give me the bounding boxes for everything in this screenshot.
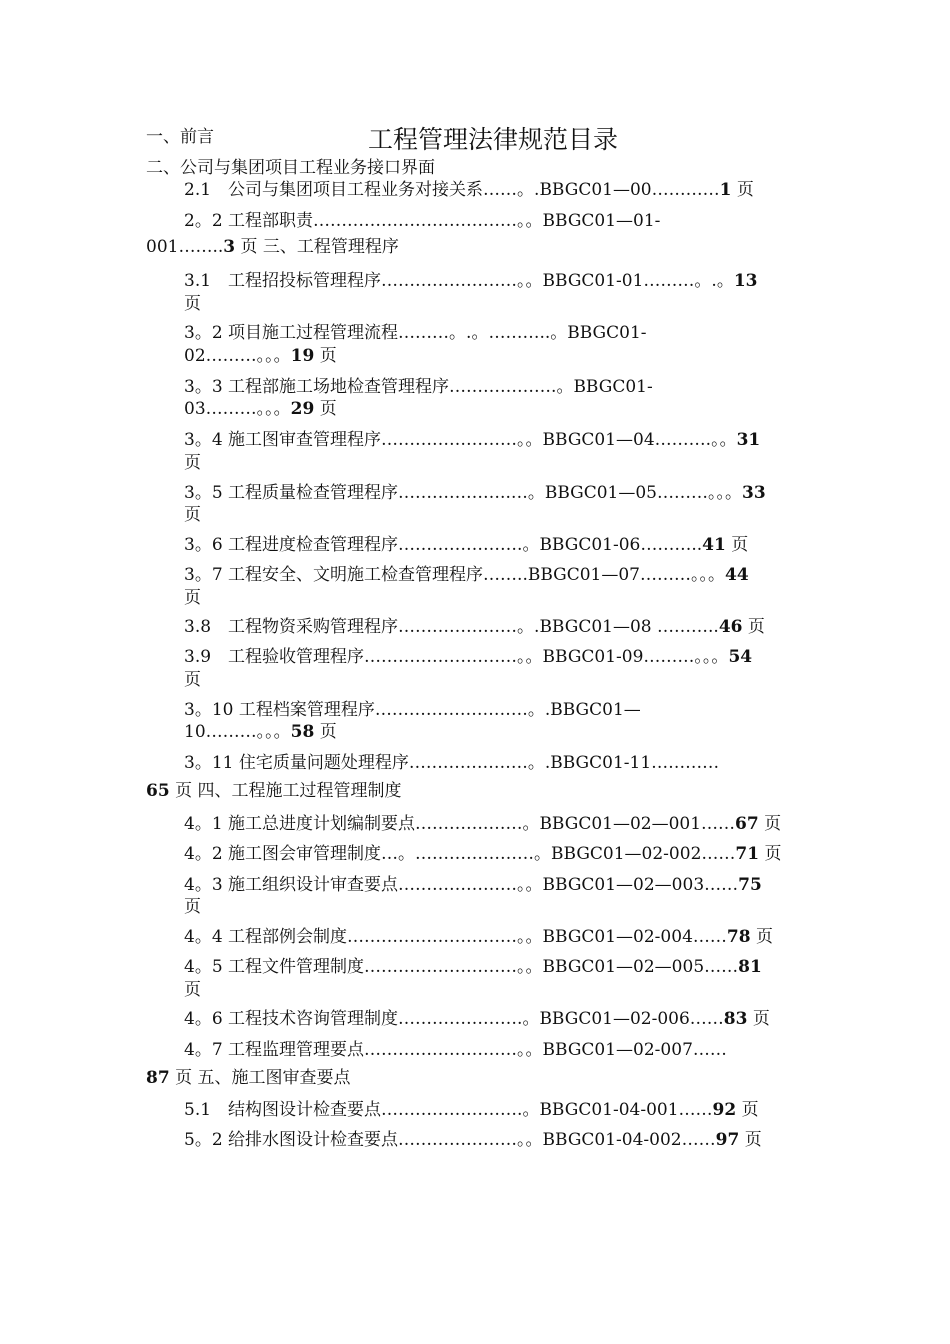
toc-line — [184, 896, 201, 918]
toc-line-suffix: 页 — [750, 927, 773, 947]
toc-page-number: 58 — [290, 722, 315, 742]
toc-line-suffix: 页 — [725, 535, 749, 555]
toc-page-number: 78 — [726, 927, 751, 947]
toc-page-number: 31 — [736, 430, 761, 450]
toc-line — [146, 236, 399, 258]
toc-line — [184, 376, 653, 398]
toc-line — [184, 874, 762, 896]
toc-line — [146, 126, 214, 148]
toc-line-suffix: 页 — [731, 180, 754, 200]
toc-line — [184, 843, 781, 865]
toc-page-number: 87 — [146, 1068, 170, 1088]
toc-line-suffix: 页 五、施工图审查要点 — [169, 1068, 351, 1088]
toc-line — [184, 1129, 762, 1151]
toc-line-text: 02………。。。 — [184, 346, 291, 366]
toc-line-suffix: 页 — [314, 346, 337, 366]
toc-line — [184, 1008, 770, 1030]
toc-line-text: 2.1 公司与集团项目工程业务对接关系……。.BBGC01—00………… — [184, 180, 720, 200]
toc-line-suffix: 页 — [739, 1130, 762, 1150]
toc-page-number: 19 — [290, 346, 315, 366]
toc-line — [146, 1067, 350, 1089]
toc-line-suffix: 页 — [758, 814, 782, 834]
toc-line-text: 5。2 给排水图设计检查要点…………………。。BBGC01-04-002…… — [184, 1130, 716, 1150]
toc-page-number: 71 — [735, 844, 760, 864]
toc-line-text: 3。10 工程档案管理程序………………………。.BBGC01— — [184, 700, 641, 720]
toc-page-number: 3 — [223, 237, 236, 257]
toc-line — [184, 429, 760, 451]
toc-line-suffix: 页 — [747, 1009, 770, 1029]
toc-line — [184, 587, 201, 609]
toc-line-suffix: 页 — [736, 1100, 759, 1120]
toc-page-number: 41 — [702, 535, 726, 555]
toc-line-text: 页 — [184, 897, 201, 917]
toc-page-number: 75 — [738, 875, 762, 895]
toc-line — [184, 322, 647, 344]
toc-line-text: 5.1 结构图设计检查要点…………………….。BBGC01-04-001…… — [184, 1100, 713, 1120]
toc-line — [184, 979, 201, 1001]
toc-line-text: 二、公司与集团项目工程业务接口界面 — [146, 158, 435, 178]
toc-line-suffix: 页 — [314, 399, 337, 419]
toc-line — [184, 504, 201, 526]
toc-line — [184, 270, 758, 292]
toc-line-text: 页 — [184, 588, 201, 608]
toc-line — [184, 926, 773, 948]
toc-page-number: 54 — [728, 647, 753, 667]
toc-line — [146, 157, 435, 179]
toc-line-text: 4。7 工程监理管理要点………………………。。BBGC01—02-007…… — [184, 1040, 727, 1060]
toc-line — [184, 564, 749, 586]
toc-line-text: 页 — [184, 453, 201, 473]
toc-line — [184, 813, 781, 835]
toc-line-text: 页 — [184, 980, 201, 1000]
toc-line-suffix: 页 — [314, 722, 337, 742]
toc-line — [184, 345, 337, 367]
toc-line-text: 4。3 施工组织设计审查要点…………………。。BBGC01—02—003…… — [184, 875, 739, 895]
toc-line — [184, 699, 641, 721]
toc-page-number: 44 — [725, 565, 749, 585]
toc-page-number: 67 — [735, 814, 759, 834]
toc-page-number: 13 — [733, 271, 758, 291]
toc-page-number: 65 — [146, 781, 170, 801]
toc-page-number: 83 — [723, 1009, 748, 1029]
toc-line-suffix: 页 — [742, 617, 765, 637]
toc-line — [184, 752, 719, 774]
toc-line-suffix: 页 四、工程施工过程管理制度 — [169, 781, 402, 801]
toc-line — [184, 616, 765, 638]
toc-page-number: 46 — [718, 617, 743, 637]
toc-line-text: 3。2 项目施工过程管理流程………。.。………..。BBGC01- — [184, 323, 647, 343]
toc-line — [146, 780, 401, 802]
toc-line-text: 4。1 施工总进度计划编制要点………….……。BBGC01—02—001…… — [184, 814, 736, 834]
toc-line — [184, 482, 766, 504]
toc-line-text: 3。4 施工图审查管理程序……………………。。BBGC01—04……….。。 — [184, 430, 737, 450]
toc-page-number: 1 — [719, 180, 732, 200]
toc-line — [184, 721, 337, 743]
toc-line-text: 4。2 施工图会审管理制度…。…………………。BBGC01—02-002…… — [184, 844, 736, 864]
toc-line — [184, 1039, 727, 1061]
toc-line — [184, 179, 754, 201]
toc-line-text: 4。6 工程技术咨询管理制度………………….。BBGC01—02-006…… — [184, 1009, 724, 1029]
toc-line — [184, 534, 748, 556]
toc-line-suffix: 页 三、工程管理程序 — [235, 237, 399, 257]
toc-line-text: 3.8 工程物资采购管理程序…………………。.BBGC01—08 ……….. — [184, 617, 719, 637]
toc-line — [184, 1099, 759, 1121]
toc-line-suffix: 页 — [759, 844, 782, 864]
toc-line-text: 一、前言 — [146, 127, 214, 147]
toc-line-text: 001…….. — [146, 237, 224, 257]
toc-line-text: 3。11 住宅质量问题处理程序…………………。.BBGC01-11………… — [184, 753, 720, 773]
toc-line-text: 03………。。。 — [184, 399, 291, 419]
toc-line-text: 页 — [184, 670, 201, 690]
toc-page-number: 97 — [715, 1130, 740, 1150]
toc-line-text: 10………。。。 — [184, 722, 291, 742]
toc-page-number: 81 — [738, 957, 762, 977]
toc-line-text: 2。2 工程部职责………………………………。。BBGC01—01- — [184, 211, 661, 231]
toc-line-text: 3。6 工程进度检查管理程序………………….。BBGC01-06……….. — [184, 535, 703, 555]
toc-line — [184, 646, 752, 668]
toc-line — [184, 398, 337, 420]
toc-line-text: 3。5 工程质量检查管理程序………………..…。BBGC01—05………。。。 — [184, 483, 742, 503]
toc-line — [184, 956, 762, 978]
toc-line-text: 4。5 工程文件管理制度………………………。。BBGC01—02—005…… — [184, 957, 739, 977]
toc-page-number: 29 — [290, 399, 315, 419]
toc-line-text: 3。7 工程安全、文明施工检查管理程序……..BBGC01—07………。。。 — [184, 565, 725, 585]
toc-line — [184, 210, 660, 232]
toc-line-text: 4。4 工程部例会制度…………………………。。BBGC01—02-004…… — [184, 927, 727, 947]
toc-line-text: 3。3 工程部施工场地检查管理程序……………….。BBGC01- — [184, 377, 653, 397]
toc-line-text: 页 — [184, 505, 201, 525]
toc-line — [184, 293, 201, 315]
toc-line-text: 3.9 工程验收管理程序………………………。。BBGC01-09………。。。 — [184, 647, 729, 667]
document-title: 工程管理法律规范目录 — [368, 125, 619, 154]
toc-line-text: 3.1 工程招投标管理程序……………………。。BBGC01-01………。.。 — [184, 271, 734, 291]
toc-line — [184, 452, 201, 474]
toc-line — [184, 669, 201, 691]
toc-page-number: 92 — [712, 1100, 737, 1120]
toc-line-text: 页 — [184, 294, 201, 314]
toc-page-number: 33 — [742, 483, 766, 503]
